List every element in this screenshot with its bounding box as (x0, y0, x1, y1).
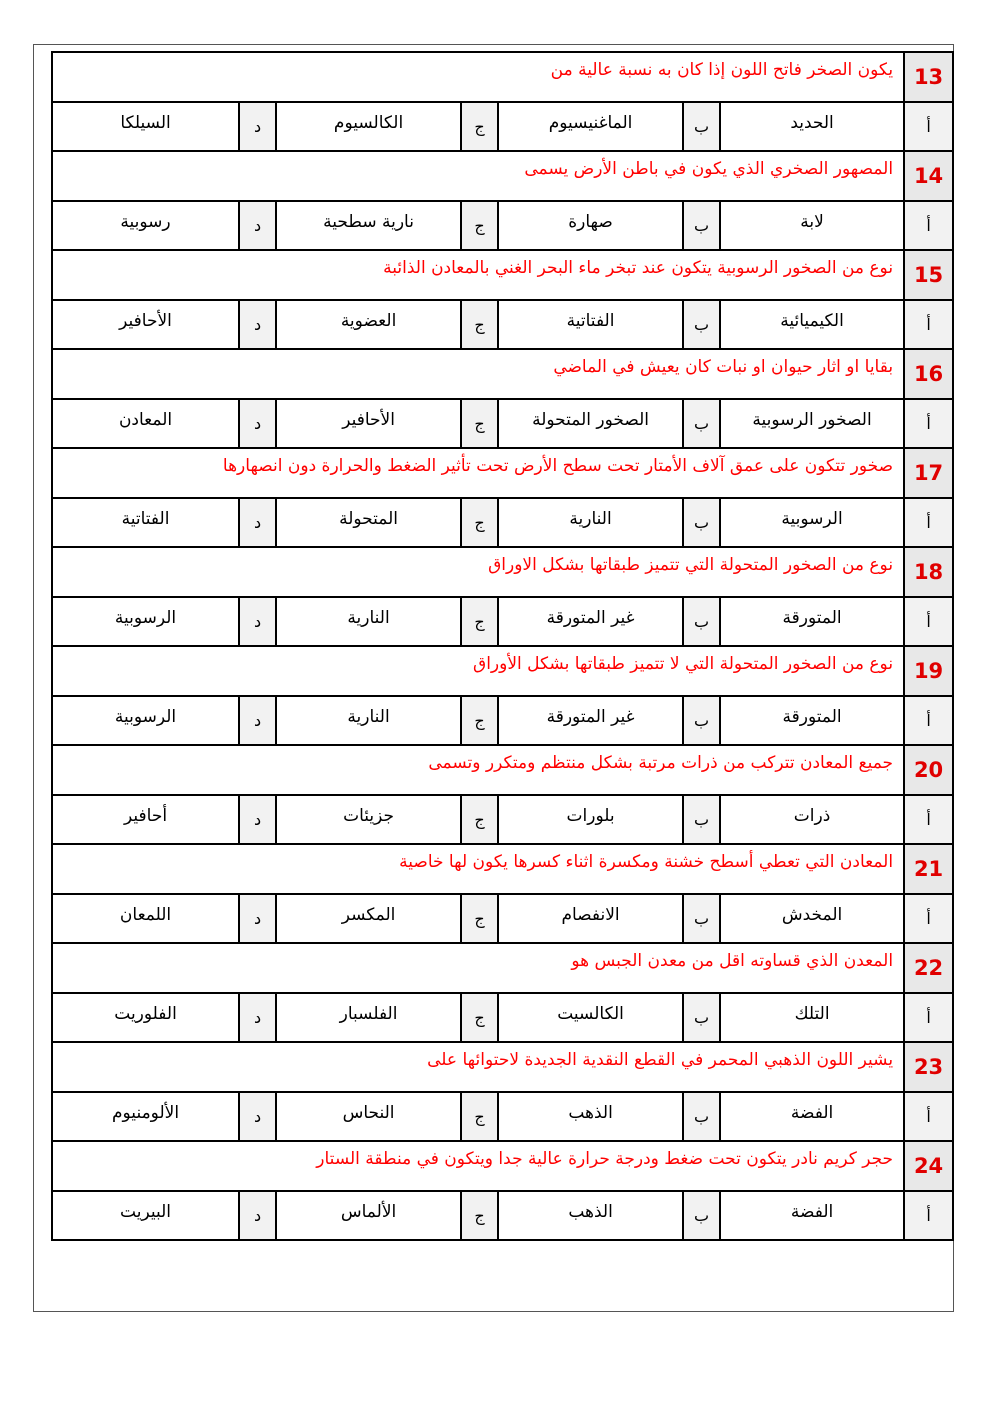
option-letter: د (239, 399, 276, 448)
options-row (52, 894, 953, 943)
option-letter: أ (904, 300, 953, 349)
question-row (52, 250, 953, 300)
option-answer[interactable]: المتورقة (720, 696, 904, 745)
option-letter: د (239, 795, 276, 844)
question-row (52, 448, 953, 498)
options-row (52, 1191, 953, 1240)
option-letter: ج (461, 696, 498, 745)
option-letter: ج (461, 597, 498, 646)
question-number: 24 (904, 1141, 953, 1191)
option-answer[interactable]: أحافير (52, 795, 239, 844)
question-row (52, 52, 953, 102)
option-letter: ب (683, 894, 720, 943)
options-row (52, 300, 953, 349)
options-row (52, 993, 953, 1042)
question-text: المصهور الصخري الذي يكون في باطن الأرض يسمى (52, 151, 904, 201)
option-letter: أ (904, 1191, 953, 1240)
question-text: حجر كريم نادر يتكون تحت ضغط ودرجة حرارة عالية جدا ويتكون في منطقة الستار (52, 1141, 904, 1191)
option-letter: أ (904, 894, 953, 943)
option-letter: ب (683, 498, 720, 547)
option-letter: أ (904, 696, 953, 745)
option-letter: ج (461, 1092, 498, 1141)
question-number: 22 (904, 943, 953, 993)
question-number: 13 (904, 52, 953, 102)
option-answer[interactable]: الفضة (720, 1092, 904, 1141)
option-letter: ج (461, 498, 498, 547)
option-answer[interactable]: المتورقة (720, 597, 904, 646)
option-letter: أ (904, 399, 953, 448)
question-number: 18 (904, 547, 953, 597)
options-row (52, 795, 953, 844)
option-letter: د (239, 1191, 276, 1240)
option-letter: د (239, 300, 276, 349)
option-answer[interactable]: الرسوبية (720, 498, 904, 547)
option-answer[interactable]: لابة (720, 201, 904, 250)
option-letter: ج (461, 795, 498, 844)
option-answer[interactable]: النحاس (276, 1092, 461, 1141)
option-answer[interactable]: النارية (498, 498, 683, 547)
question-text: المعادن التي تعطي أسطح خشنة ومكسرة اثناء كسرها يكون لها خاصية (52, 844, 904, 894)
option-answer[interactable]: الصخور الرسوبية (720, 399, 904, 448)
option-answer[interactable]: رسوبية (52, 201, 239, 250)
option-letter: د (239, 201, 276, 250)
option-answer[interactable]: البيريت (52, 1191, 239, 1240)
option-letter: أ (904, 498, 953, 547)
option-letter: ج (461, 399, 498, 448)
option-answer[interactable]: الألومنيوم (52, 1092, 239, 1141)
option-letter: د (239, 102, 276, 151)
quiz-table (51, 51, 954, 1241)
option-answer[interactable]: نارية سطحية (276, 201, 461, 250)
option-answer[interactable]: الفلوريت (52, 993, 239, 1042)
option-answer[interactable]: صهارة (498, 201, 683, 250)
question-text: يشير اللون الذهبي المحمر في القطع النقدية الجديدة لاحتوائها على (52, 1042, 904, 1092)
option-letter: د (239, 894, 276, 943)
question-row (52, 1141, 953, 1191)
option-answer[interactable]: النارية (276, 597, 461, 646)
option-letter: ب (683, 201, 720, 250)
option-letter: أ (904, 201, 953, 250)
option-letter: أ (904, 1092, 953, 1141)
question-text: بقايا او اثار حيوان او نبات كان يعيش في الماضي (52, 349, 904, 399)
question-number: 21 (904, 844, 953, 894)
question-row (52, 844, 953, 894)
option-letter: ج (461, 1191, 498, 1240)
option-answer[interactable]: الفتاتية (52, 498, 239, 547)
option-letter: د (239, 597, 276, 646)
question-row (52, 943, 953, 993)
option-answer[interactable]: الانفصام (498, 894, 683, 943)
option-answer[interactable]: الصخور المتحولة (498, 399, 683, 448)
question-text: جميع المعادن تتركب من ذرات مرتبة بشكل منتظم ومتكرر وتسمى (52, 745, 904, 795)
question-text: يكون الصخر فاتح اللون إذا كان به نسبة عالية من (52, 52, 904, 102)
question-text: نوع من الصخور الرسوبية يتكون عند تبخر ماء البحر الغني بالمعادن الذائبة (52, 250, 904, 300)
question-row (52, 646, 953, 696)
option-letter: د (239, 498, 276, 547)
option-letter: أ (904, 993, 953, 1042)
question-number: 19 (904, 646, 953, 696)
option-answer[interactable]: الكالسيت (498, 993, 683, 1042)
question-number: 14 (904, 151, 953, 201)
option-answer[interactable]: غير المتورقة (498, 696, 683, 745)
options-row (52, 597, 953, 646)
question-row (52, 151, 953, 201)
question-number: 20 (904, 745, 953, 795)
option-answer[interactable]: المتحولة (276, 498, 461, 547)
option-answer[interactable]: السيلكا (52, 102, 239, 151)
question-number: 15 (904, 250, 953, 300)
option-letter: ب (683, 597, 720, 646)
option-answer[interactable]: الأحافير (276, 399, 461, 448)
option-letter: ج (461, 993, 498, 1042)
option-answer[interactable]: النارية (276, 696, 461, 745)
question-text: نوع من الصخور المتحولة التي لا تتميز طبقاتها بشكل الأوراق (52, 646, 904, 696)
option-answer[interactable]: الرسوبية (52, 696, 239, 745)
question-row (52, 1042, 953, 1092)
options-row (52, 1092, 953, 1141)
option-answer[interactable]: غير المتورقة (498, 597, 683, 646)
option-letter: أ (904, 597, 953, 646)
question-row (52, 349, 953, 399)
question-row (52, 547, 953, 597)
option-letter: أ (904, 795, 953, 844)
option-answer[interactable]: الكالسيوم (276, 102, 461, 151)
option-letter: د (239, 1092, 276, 1141)
option-letter: ج (461, 894, 498, 943)
option-answer[interactable]: الرسوبية (52, 597, 239, 646)
option-letter: أ (904, 102, 953, 151)
options-row (52, 201, 953, 250)
option-answer[interactable]: اللمعان (52, 894, 239, 943)
options-row (52, 399, 953, 448)
option-answer[interactable]: المعادن (52, 399, 239, 448)
option-letter: ج (461, 201, 498, 250)
option-answer[interactable]: الفتاتية (498, 300, 683, 349)
option-answer[interactable]: ذرات (720, 795, 904, 844)
option-letter: ج (461, 300, 498, 349)
question-number: 23 (904, 1042, 953, 1092)
option-answer[interactable]: الذهب (498, 1092, 683, 1141)
option-letter: د (239, 993, 276, 1042)
option-answer[interactable]: الفضة (720, 1191, 904, 1240)
option-letter: ب (683, 795, 720, 844)
question-number: 17 (904, 448, 953, 498)
option-letter: ب (683, 993, 720, 1042)
option-answer[interactable]: الفلسبار (276, 993, 461, 1042)
question-text: صخور تتكون على عمق آلاف الأمتار تحت سطح الأرض تحت تأثير الضغط والحرارة دون انصهارها (52, 448, 904, 498)
question-text: المعدن الذي قساوته اقل من معدن الجبس هو (52, 943, 904, 993)
option-letter: د (239, 696, 276, 745)
option-answer[interactable]: الألماس (276, 1191, 461, 1240)
option-answer[interactable]: الكيميائية (720, 300, 904, 349)
option-answer[interactable]: المخدش (720, 894, 904, 943)
option-answer[interactable]: المكسر (276, 894, 461, 943)
option-answer[interactable]: الذهب (498, 1191, 683, 1240)
options-row (52, 102, 953, 151)
option-answer[interactable]: العضوية (276, 300, 461, 349)
option-answer[interactable]: الماغنيسيوم (498, 102, 683, 151)
question-text: نوع من الصخور المتحولة التي تتميز طبقاتها بشكل الاوراق (52, 547, 904, 597)
option-letter: ب (683, 1092, 720, 1141)
option-letter: ب (683, 696, 720, 745)
option-answer[interactable]: جزيئات (276, 795, 461, 844)
quiz-body (52, 52, 953, 1240)
options-row (52, 696, 953, 745)
question-row (52, 745, 953, 795)
option-letter: ج (461, 102, 498, 151)
option-answer[interactable]: بلورات (498, 795, 683, 844)
options-row (52, 498, 953, 547)
option-answer[interactable]: الحديد (720, 102, 904, 151)
option-letter: ب (683, 102, 720, 151)
option-letter: ب (683, 1191, 720, 1240)
option-letter: ب (683, 300, 720, 349)
option-answer[interactable]: التلك (720, 993, 904, 1042)
question-number: 16 (904, 349, 953, 399)
option-letter: ب (683, 399, 720, 448)
option-answer[interactable]: الأحافير (52, 300, 239, 349)
